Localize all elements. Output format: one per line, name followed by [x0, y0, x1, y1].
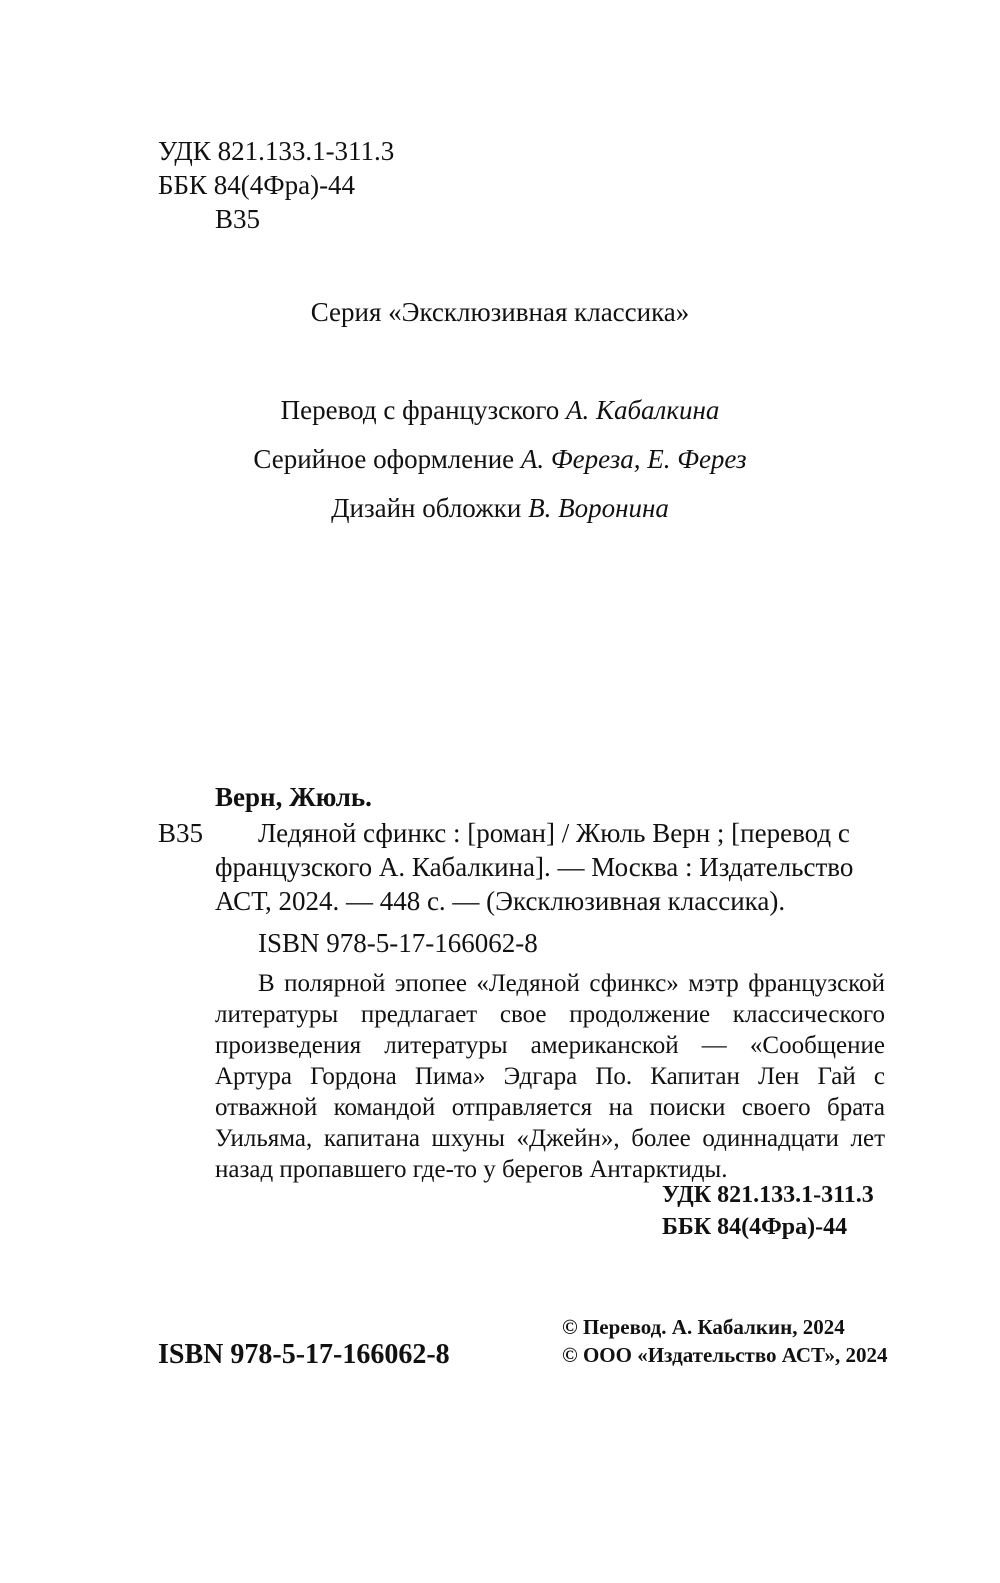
- record-bbk: ББК 84(4Фра)-44: [662, 1214, 848, 1240]
- annotation-text: В полярной эпопее «Ледяной сфинкс» мэтр французской литературы предлагает свое продолжение классического произведения литературы американской — «Сообщение Артура Гордона Пима» Эдгара По. Капитан Лен Гай с отважной командой отправляется на поиски своего брата Уильяма, капитана шхуны «Джейн», более одиннадцати лет назад пропавшего где-то у берегов Антарктиды.: [215, 970, 885, 1183]
- record-author: Верн, Жюль.: [215, 782, 372, 812]
- series-design-label: Серийное оформление: [253, 444, 515, 474]
- header-code: В35: [215, 204, 261, 234]
- record-code: В35: [158, 818, 204, 848]
- series-line: Серия «Эксклюзивная классика»: [310, 297, 690, 327]
- cover-designer-name: В. Воронина: [528, 493, 669, 523]
- translator-name: А. Кабалкина: [566, 395, 720, 425]
- header-udk: УДК 821.133.1-311.3: [158, 136, 395, 166]
- cover-design-label: Дизайн обложки: [331, 493, 522, 523]
- record-line-1: Ледяной сфинкс : [роман] / Жюль Верн ; [перевод с: [258, 818, 850, 848]
- record-line-2: французского А. Кабалкина]. — Москва : Издательство: [215, 852, 854, 882]
- translation-credit: [0, 393, 1000, 427]
- translation-label: Перевод с французского: [280, 395, 560, 425]
- copyright-publisher: © ООО «Издательство АСТ», 2024: [562, 1343, 888, 1367]
- series-design-credit: [0, 442, 1000, 476]
- record-isbn: ISBN 978-5-17-166062-8: [258, 928, 538, 958]
- cover-design-credit: [0, 491, 1000, 525]
- annotation: [215, 968, 885, 1185]
- series-designer-names: А. Фереза, Е. Ферез: [520, 444, 747, 474]
- record-udk: УДК 821.133.1-311.3: [662, 1182, 874, 1208]
- record-line-3: АСТ, 2024. — 448 с. — (Эксклюзивная классика).: [215, 886, 786, 916]
- footer-isbn: ISBN 978-5-17-166062-8: [158, 1339, 450, 1370]
- copyright-translation: © Перевод. А. Кабалкин, 2024: [562, 1315, 845, 1339]
- header-bbk: ББК 84(4Фра)-44: [158, 170, 356, 200]
